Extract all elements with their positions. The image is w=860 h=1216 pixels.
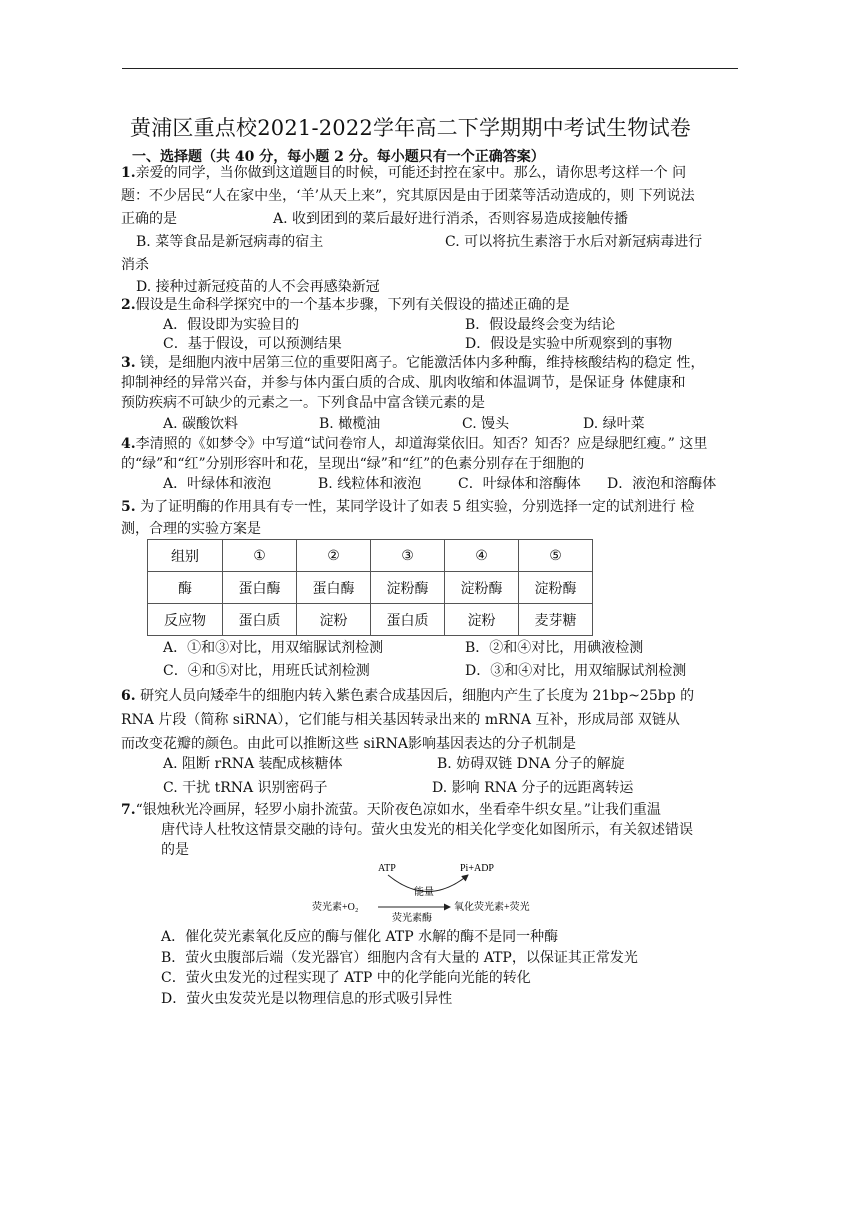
diagram-enzyme-label: 荧光素酶: [392, 913, 432, 924]
q5-option-b: B．②和④对比，用碘液检测: [465, 640, 644, 656]
table-cell: ③: [371, 540, 445, 572]
q4-line2: 的“绿”和“红”分别形容叶和花，呈现出“绿”和“红”的色素分别存在于细胞的: [121, 456, 585, 472]
table-cell: 酶: [148, 572, 223, 604]
q7-line1: 7.“银烛秋光冷画屏，轻罗小扇扑流萤。天阶夜色凉如水，坐看牵牛织女星。”让我们重温: [121, 802, 661, 818]
q6-option-c: C. 干扰 tRNA 识别密码子: [163, 780, 328, 796]
diagram-pi-adp-label: Pi+ADP: [460, 863, 494, 874]
page-title: 黄浦区重点校2021-2022学年高二下学期期中考试生物试卷: [130, 116, 691, 140]
section-heading: 一、选择题（共 40 分，每小题 2 分。每小题只有一个正确答案）: [132, 149, 545, 165]
q6-option-a: A. 阻断 rRNA 装配成核糖体: [163, 756, 343, 772]
q4-line1: 4.李清照的《如梦令》中写道“试问卷帘人，却道海棠依旧。知否？知否？应是绿肥红瘦。” 这里: [121, 436, 708, 452]
q2-stem: 2.假设是生命科学探究中的一个基本步骤，下列有关假设的描述正确的是: [121, 297, 570, 313]
q1-option-a: A. 收到团到的菜后最好进行消杀，否则容易造成接触传播: [273, 211, 629, 227]
table-cell: ⑤: [519, 540, 593, 572]
q4-option-d: D．液泡和溶酶体: [607, 476, 717, 492]
q1-option-c: C. 可以将抗生素溶于水后对新冠病毒进行: [445, 234, 703, 250]
q1-option-b: B. 菜等食品是新冠病毒的宿主: [136, 234, 324, 250]
q3-line3: 预防疾病不可缺少的元素之一。下列食品中富含镁元素的是: [121, 395, 485, 411]
q7-line3: 的是: [161, 842, 189, 858]
q2-option-b: B．假设最终会变为结论: [465, 317, 616, 333]
diagram-atp-label: ATP: [378, 863, 396, 874]
header-rule: [122, 68, 738, 69]
q1-option-d: D. 接种过新冠疫苗的人不会再感染新冠: [136, 279, 380, 295]
q6-line2: RNA 片段（简称 siRNA），它们能与相关基因转录出来的 mRNA 互补，形成局部 双链从: [121, 712, 680, 728]
q2-option-c: C．基于假设，可以预测结果: [163, 336, 342, 352]
q6-option-b: B. 妨碍双链 DNA 分子的解旋: [437, 756, 625, 772]
q7-option-b: B．萤火虫腹部后端（发光器官）细胞内含有大量的 ATP，以保证其正常发光: [161, 950, 638, 966]
q3-line2: 抑制神经的异常兴奋，并参与体内蛋白质的合成、肌肉收缩和体温调节，是保证身 体健康和: [121, 375, 686, 391]
q5-table: [147, 539, 593, 636]
q7-option-a: A．催化荧光素氧化反应的酶与催化 ATP 水解的酶不是同一种酶: [161, 929, 559, 945]
table-cell: 蛋白质: [371, 604, 445, 636]
table-row: [148, 572, 593, 604]
table-cell: 麦芽糖: [519, 604, 593, 636]
q4-option-b: B. 线粒体和液泡: [318, 476, 422, 492]
table-cell: 淀粉酶: [445, 572, 519, 604]
diagram-energy-label: 能量: [414, 887, 434, 898]
q2-option-a: A．假设即为实验目的: [163, 317, 300, 333]
q1-line2: 题：不少居民“人在家中坐，‘羊’从天上来”，究其原因是由于团菜等活动造成的，则 下列说法: [121, 188, 695, 204]
q4-option-a: A．叶绿体和液泡: [163, 476, 272, 492]
table-cell: 反应物: [148, 604, 223, 636]
table-row: [148, 540, 593, 572]
q1-option-c-cont: 消杀: [121, 257, 149, 273]
q3-option-c: C. 馒头: [462, 416, 510, 432]
table-cell: 蛋白酶: [223, 572, 297, 604]
q6-line3: 而改变花瓣的颜色。由此可以推断这些 siRNA影响基因表达的分子机制是: [121, 736, 577, 752]
atp-reaction-diagram: [310, 860, 590, 924]
q6-line1: 6. 研究人员向矮牵牛的细胞内转入紫色素合成基因后，细胞内产生了长度为 21bp~25bp 的: [121, 688, 695, 704]
table-cell: 淀粉酶: [519, 572, 593, 604]
table-cell: 淀粉: [297, 604, 371, 636]
q2-number: 2.: [121, 297, 136, 313]
q5-line2: 测，合理的实验方案是: [121, 521, 261, 537]
q7-option-c: C．萤火虫发光的过程实现了 ATP 中的化学能向光能的转化: [161, 970, 531, 986]
q7-option-d: D．萤火虫发荧光是以物理信息的形式吸引异性: [161, 991, 453, 1007]
table-cell: 淀粉酶: [371, 572, 445, 604]
q5-option-c: C．④和⑤对比，用班氏试剂检测: [163, 663, 370, 679]
q5-number: 5.: [121, 499, 136, 515]
q7-line2: 唐代诗人杜牧这情景交融的诗句。萤火虫发光的相关化学变化如图所示，有关叙述错误: [161, 822, 693, 838]
q4-option-c: C．叶绿体和溶酶体: [458, 476, 581, 492]
diagram-left-reactants: 荧光素+O₂: [312, 902, 359, 913]
q2-option-d: D．假设是实验中所观察到的事物: [465, 336, 673, 352]
q5-line1: 5. 为了证明酶的作用具有专一性，某同学设计了如表 5 组实验，分别选择一定的试剂进行 检: [121, 499, 695, 515]
q1-line1: 1.亲爱的同学，当你做到这道题目的时候，可能还封控在家中。那么，请你思考这样一个 问: [121, 165, 687, 181]
q3-number: 3.: [121, 355, 136, 371]
q5-option-d: D．③和④对比，用双缩脲试剂检测: [465, 663, 687, 679]
table-cell: 淀粉: [445, 604, 519, 636]
table-cell: 蛋白质: [223, 604, 297, 636]
q3-option-a: A. 碳酸饮料: [163, 416, 239, 432]
table-cell: ④: [445, 540, 519, 572]
q4-number: 4.: [121, 436, 136, 452]
q3-option-d: D. 绿叶菜: [583, 416, 645, 432]
diagram-right-products: 氧化荧光素+荧光: [454, 902, 530, 913]
q6-number: 6.: [121, 688, 136, 704]
q6-option-d: D. 影响 RNA 分子的远距离转运: [432, 780, 634, 796]
table-cell: ①: [223, 540, 297, 572]
q1-number: 1.: [121, 165, 136, 181]
q3-line1: 3. 镁，是细胞内液中居第三位的重要阳离子。它能激活体内多种酶，维持核酸结构的稳定 性，: [121, 355, 705, 371]
table-cell: 组别: [148, 540, 223, 572]
q3-option-b: B. 橄榄油: [319, 416, 381, 432]
table-row: [148, 604, 593, 636]
q5-option-a: A．①和③对比，用双缩脲试剂检测: [163, 640, 384, 656]
q1-line3: 正确的是: [121, 211, 177, 227]
table-cell: ②: [297, 540, 371, 572]
table-cell: 蛋白酶: [297, 572, 371, 604]
q7-number: 7.: [121, 802, 136, 818]
